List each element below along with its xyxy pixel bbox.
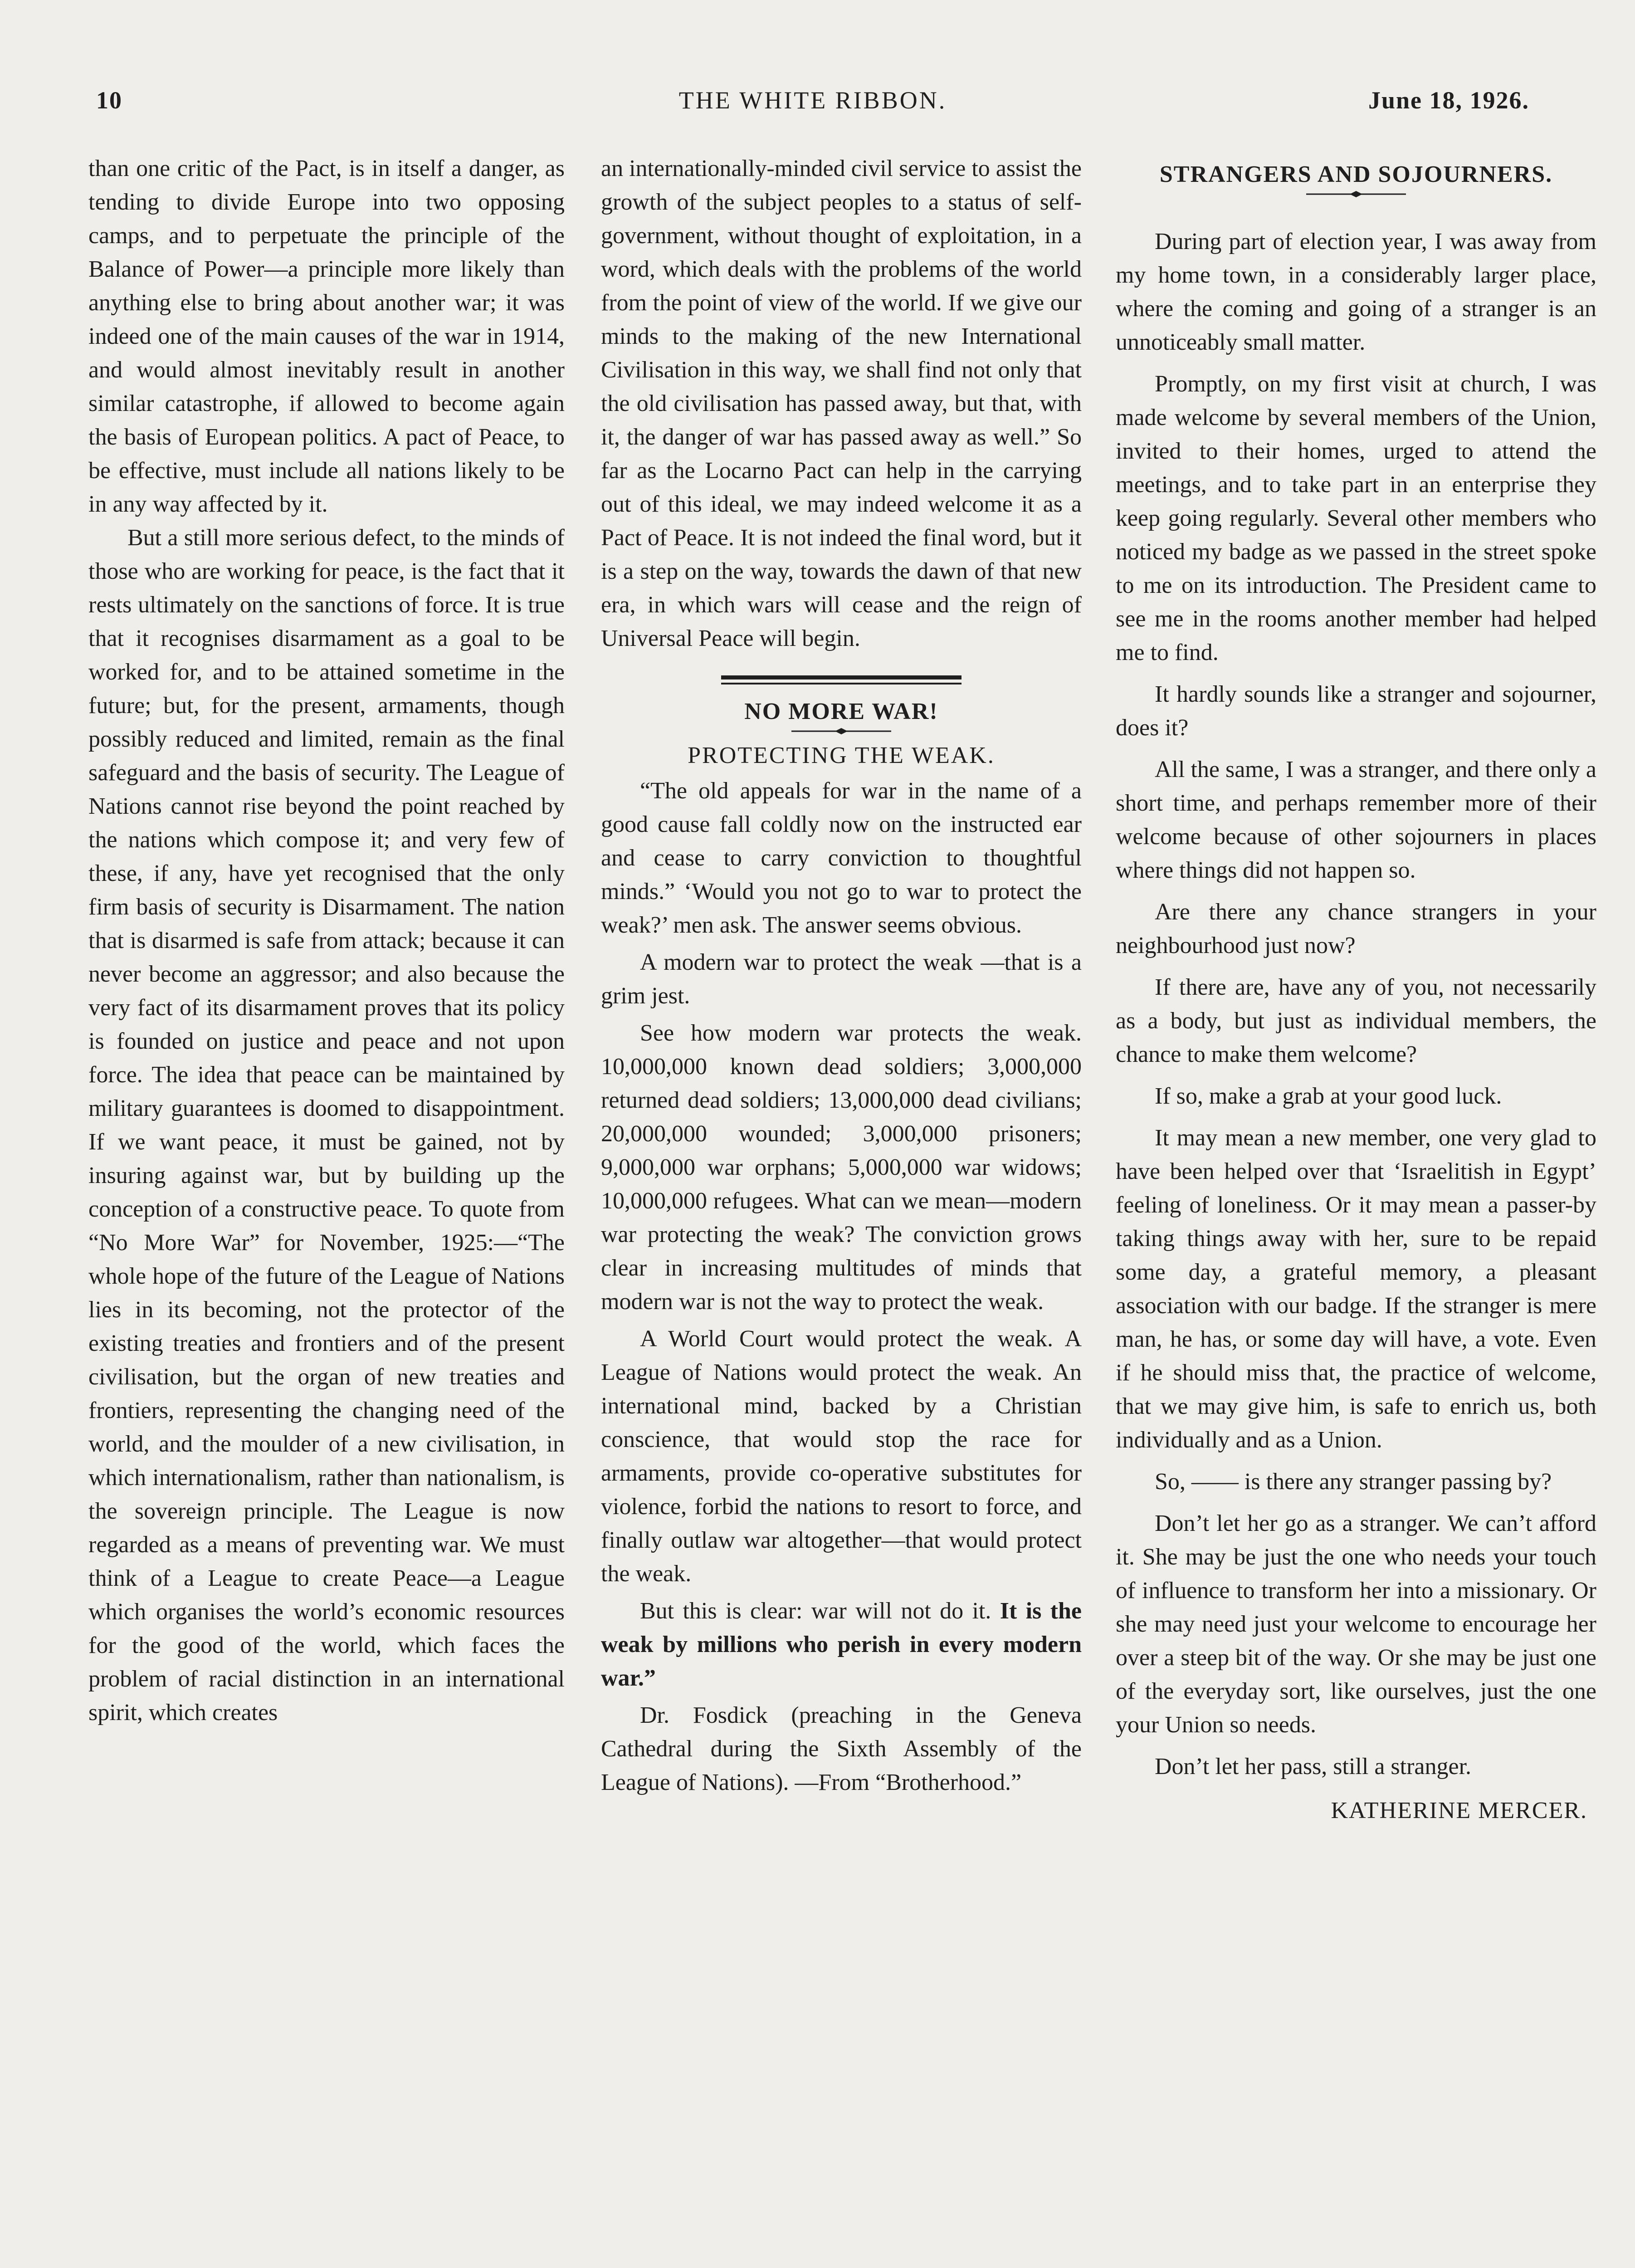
paragraph bbox=[601, 1594, 1082, 1695]
section-divider bbox=[721, 675, 961, 684]
column-2 bbox=[601, 152, 1082, 1803]
attribution: Dr. Fosdick (preaching in the Geneva Cathedral during the Sixth Assembly of the League of Nations). —From “Brotherhood.” bbox=[601, 1702, 1082, 1795]
paragraph: So, —— is there any stranger passing by? bbox=[1155, 1469, 1552, 1495]
page-header bbox=[96, 86, 1529, 118]
paragraph: If so, make a grab at your good luck. bbox=[1155, 1083, 1502, 1109]
ornament-icon bbox=[791, 728, 891, 735]
paragraph: But a still more serious defect, to the minds of those who are working for peace, is the fact that it rests ultimately on the sanctions of force. It is true that it recognises disarmament as a goal to be worked for, and to be attained sometime in the future; but, for the present, armaments, though possibly reduced and limited, remain as the final safeguard and the basis of security. The League of Nations cannot rise beyond the point reached by the nations which compose it; and very few of these, if any, have yet recognised that the only firm basis of security is Disarmament. The nation that is disarmed is safe from attack; because it can never become an aggressor; and also because the very fact of its disarmament proves that its policy is founded on justice and peace and not upon force. The idea that peace can be maintained by military guarantees is doomed to disappointment. If we want peace, it must be gained, not by insuring against war, but by building up the conception of a constructive peace. To quote from “No More War” for November, 1925:—“The whole hope of the future of the League of Nations lies in its becoming, not the protector of the existing treaties and frontiers and of the present civilisation, but the organ of new treaties and frontiers, representing the changing need of the world, and the moulder of a new civilisation, in which internationalism, rather than nationalism, is the sovereign principle. The League is now regarded as a means of preventing war. We must think of a League to create Peace—a League which organises the world’s economic resources for the good of the world, which faces the problem of racial distinction in an international spirit, which creates bbox=[88, 525, 565, 1725]
paragraph: Promptly, on my first visit at church, I was made welcome by several members of the Union, invited to their homes, urged to attend the meetings, and to take part in an enterprise they keep going regularly. Several other members who noticed my badge as we passed in the street spoke to me on its introduction. The President came to see me in the rooms another member had helped me to find. bbox=[1116, 371, 1596, 665]
paragraph: than one critic of the Pact, is in itself a danger, as tending to divide Europe into two opposing camps, and to perpetuate the principle of the Balance of Power—a principle more likely than anything else to bring about another war; it was indeed one of the main causes of the war in 1914, and would almost inevitably result in another similar catastrophe, if allowed to become again the basis of European politics. A pact of Peace, to be effective, must include all nations likely to be in any way affected by it. bbox=[88, 156, 565, 517]
section-subtitle: PROTECTING THE WEAK. bbox=[688, 743, 995, 768]
paragraph: Don’t let her pass, still a stranger. bbox=[1155, 1754, 1472, 1779]
paragraph: See how modern war protects the weak. 10,000,000 known dead soldiers; 3,000,000 returned dead soldiers; 13,000,000 dead civilians; 20,000,000 wounded; 3,000,000 prisoners; 9,000,000 war orphans; 5,000,000 war widows; 10,000,000 refugees. What can we mean—modern war protecting the weak? The conviction grows clear in increasing multitudes of minds that modern war is not the way to protect the weak. bbox=[601, 1020, 1082, 1315]
section-title: NO MORE WAR! bbox=[744, 699, 938, 724]
article-title: STRANGERS AND SOJOURNERS. bbox=[1159, 161, 1553, 187]
issue-date: June 18, 1926. bbox=[1368, 87, 1529, 114]
ornament-icon bbox=[1306, 191, 1406, 198]
paragraph: It may mean a new member, one very glad to have been helped over that ‘Israelitish in Egypt’ feeling of loneliness. Or it may mean a passer-by taking things away with her, sure to be repaid some day, a grateful memory, a pleasant association with our badge. If the stranger is mere man, he has, or some day will have, a vote. Even if he should miss that, the practice of welcome, that we may give him, is safe to enrich us, both individually and as a Union. bbox=[1116, 1125, 1596, 1453]
author-signature: KATHERINE MERCER. bbox=[1331, 1798, 1587, 1823]
article-body bbox=[601, 774, 1082, 1799]
emphasis-text: It is the weak by millions who perish in every modern war.” bbox=[601, 1598, 1082, 1691]
paragraph-text: But this is clear: war will not do it. bbox=[640, 1598, 991, 1624]
paragraph: If there are, have any of you, not necessarily as a body, but just as individual members, the chance to make them welcome? bbox=[1116, 974, 1596, 1067]
page-number: 10 bbox=[96, 87, 122, 114]
paragraph: Are there any chance strangers in your neighbourhood just now? bbox=[1116, 899, 1596, 958]
paragraph: an internationally-minded civil service to assist the growth of the subject peoples to a status of self-government, without thought of exploitation, in a word, which deals with the problems of the world from the point of view of the world. If we give our minds to the making of the new International Civilisation in this way, we shall find not only that the old civilisation has passed away, but that, with it, the danger of war has passed away as well.” So far as the Locarno Pact can help in the carrying out of this ideal, we may indeed welcome it as a Pact of Peace. It is not indeed the final word, but it is a step on the way, towards the dawn of that new era, in which wars will cease and the reign of Universal Peace will begin. bbox=[601, 156, 1082, 651]
paragraph: All the same, I was a stranger, and there only a short time, and perhaps remember more of their welcome because of other sojourners in places where things did not happen so. bbox=[1116, 757, 1597, 883]
paragraph: A World Court would protect the weak. A League of Nations would protect the weak. An international mind, backed by a Christian conscience, that would stop the race for armaments, provide co-operative substitutes for violence, forbid the nations to resort to force, and finally outlaw war altogether—that would protect the weak. bbox=[601, 1326, 1082, 1587]
column-1 bbox=[88, 152, 565, 1730]
paragraph: “The old appeals for war in the name of a good cause fall coldly now on the instructed ear and cease to carry conviction to thoughtful minds.” ‘Would you not go to war to protect the weak?’ men ask. The answer seems obvious. bbox=[601, 778, 1082, 938]
paragraph: A modern war to protect the weak —that is a grim jest. bbox=[601, 949, 1082, 1009]
publication-title: THE WHITE RIBBON. bbox=[678, 87, 947, 114]
paragraph: It hardly sounds like a stranger and sojourner, does it? bbox=[1116, 681, 1596, 741]
column-3 bbox=[1116, 152, 1596, 1824]
paragraph: Don’t let her go as a stranger. We can’t afford it. She may be just the one who needs your touch of influence to transform her into a missionary. Or she may need just your welcome to encourage her over a steep bit of the way. Or she may be just one of the everyday sort, like ourselves, just the one your Union so needs. bbox=[1116, 1510, 1596, 1738]
paragraph: During part of election year, I was away from my home town, in a considerably larger place, where the coming and going of a stranger is an unnoticeably small matter. bbox=[1116, 229, 1596, 355]
